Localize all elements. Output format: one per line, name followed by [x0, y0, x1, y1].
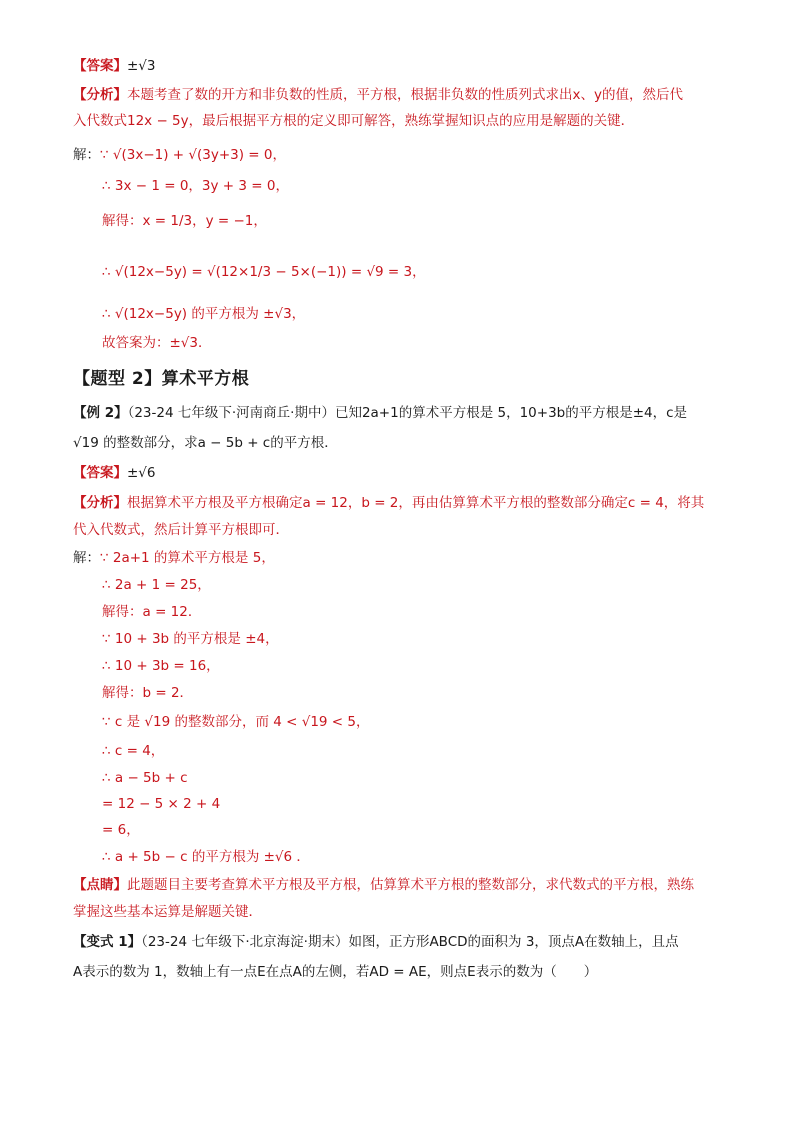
variant-line-1 [73, 932, 679, 952]
answer-tag: 【答案】 [73, 58, 127, 74]
example-step-4: ∵ 10 + 3b 的平方根是 ±4， [102, 631, 279, 647]
example-step-10: = 12 − 5 × 2 + 4 [102, 796, 221, 812]
solution-label: 解： [73, 147, 100, 163]
example-step-3: 解得：a = 12． [102, 604, 202, 620]
solution-step-3: 解得：x = 1/3，y = −1， [102, 213, 267, 229]
answer-value: ±√3 [127, 58, 156, 74]
solution-step-6: 故答案为：±√3． [102, 335, 212, 351]
example-step-6: 解得：b = 2． [102, 685, 194, 701]
example-step-2: ∴ 2a + 1 = 25， [102, 577, 211, 593]
example-answer-value: ±√6 [127, 465, 156, 481]
example-answer-line [73, 463, 156, 483]
example-tag: 【例 2】 [73, 405, 128, 421]
example-line-2: √19 的整数部分，求a − 5b + c的平方根． [73, 435, 338, 451]
solution-step-4: ∴ √(12x−5y) = √(12×1/3 − 5×(−1)) = √9 = 3， [102, 264, 426, 280]
example-analysis-line-1 [73, 493, 704, 513]
tip-tag: 【点睛】 [73, 877, 127, 893]
example-step-1: ∵ 2a+1 的算术平方根是 5， [100, 550, 275, 566]
variant-line-2: A表示的数为 1，数轴上有一点E在点A的左侧，若AD = AE，则点E表示的数为（ ） [73, 964, 598, 980]
example-analysis-text-1: 根据算术平方根及平方根确定a = 12，b = 2，再由估算算术平方根的整数部分确定c = 4，将其 [127, 495, 705, 511]
example-analysis-tag: 【分析】 [73, 495, 127, 511]
solution-step-5: ∴ √(12x−5y) 的平方根为 ±√3， [102, 306, 306, 322]
solution-step-1: ∵ √(3x−1) + √(3y+3) = 0， [100, 147, 286, 163]
solution-line-1 [73, 145, 286, 165]
example-line-1 [73, 403, 687, 423]
section-heading: 【题型 2】算术平方根 [73, 369, 250, 389]
example-text-1: （23-24 七年级下·河南商丘·期中）已知2a+1的算术平方根是 5，10+3b的平方根是±4，c是 [127, 405, 688, 421]
tip-text-1: 此题题目主要考查算术平方根及平方根，估算算术平方根的整数部分，求代数式的平方根，熟练 [127, 877, 694, 893]
example-step-8: ∴ c = 4， [102, 743, 165, 759]
tip-line-1 [73, 875, 694, 895]
variant-text-1: （23-24 七年级下·北京海淀·期末）如图，正方形ABCD的面积为 3，顶点A在数轴上，且点 [141, 934, 679, 950]
example-step-12: ∴ a + 5b − c 的平方根为 ±√6 ． [102, 849, 310, 865]
tip-line-2: 掌握这些基本运算是解题关键． [73, 904, 262, 920]
example-answer-tag: 【答案】 [73, 465, 127, 481]
analysis-text-1: 本题考查了数的开方和非负数的性质，平方根，根据非负数的性质列式求出x、y的值，然后代 [127, 87, 683, 103]
example-solution-line-1 [73, 548, 275, 568]
answer-line [73, 56, 156, 76]
analysis-tag: 【分析】 [73, 87, 127, 103]
example-step-7: ∵ c 是 √19 的整数部分，而 4 < √19 < 5， [102, 714, 370, 730]
example-step-11: = 6， [102, 822, 140, 838]
variant-tag: 【变式 1】 [73, 934, 142, 950]
analysis-line-1 [73, 85, 683, 105]
example-analysis-line-2: 代入代数式，然后计算平方根即可． [73, 522, 289, 538]
analysis-line-2: 入代数式12x − 5y，最后根据平方根的定义即可解答，熟练掌握知识点的应用是解题的关键． [73, 113, 635, 129]
example-step-9: ∴ a − 5b + c [102, 770, 188, 786]
example-solution-label: 解： [73, 550, 100, 566]
example-step-5: ∴ 10 + 3b = 16， [102, 658, 220, 674]
solution-step-2: ∴ 3x − 1 = 0，3y + 3 = 0， [102, 178, 289, 194]
